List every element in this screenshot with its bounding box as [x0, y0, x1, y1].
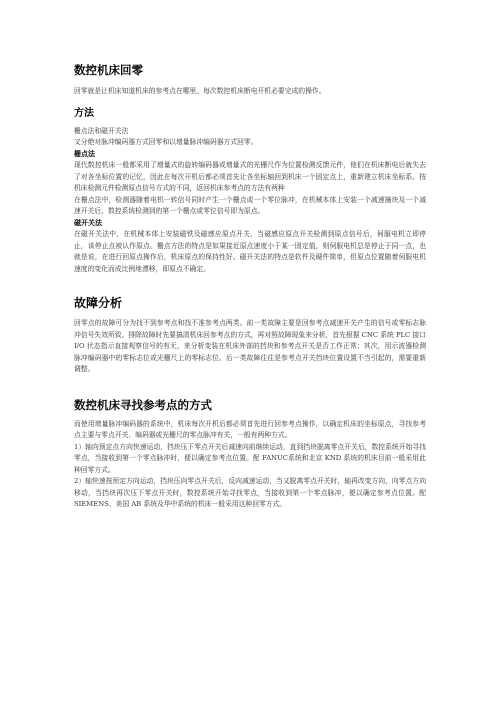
methods-heading: 方法	[74, 107, 94, 119]
reference-search-paragraph-1: 而使用增量脉冲编码器的系统中，机床每次开机后都必须首先进行回参考点操作，以确定机床的坐标原点，寻找参考点主要与零点开关、编码器或光栅尺的零点脉冲有关，一般有两种方式。	[74, 419, 426, 439]
reference-search-heading: 数控机床寻找参考点的方式	[74, 397, 212, 412]
intro-paragraph: 回零就是让机床知道机床的参考点在哪里。每次数控机床断电开机必要完成的操作。	[74, 87, 326, 95]
magnetic-method-heading: 磁开关法	[74, 218, 102, 227]
grid-method-paragraph-1: 现代数控机床一般都采用了增量式的旋转编码器或增量式的光栅尺作为位置检测反馈元件，他们在机床断电后就失去了对各坐标位置的记忆，因此在每次开机后都必须首先让各坐标轴回到机床一个固定点上，重新建立机床坐标系。按机床检测元件检测原点信号方式的不同，返回机床参考点的方法有两种	[74, 161, 426, 192]
grid-method-heading: 栅点法	[74, 149, 95, 158]
page-title: 数控机床回零	[74, 63, 143, 77]
document-page	[74, 62, 426, 511]
fault-analysis-heading: 故障分析	[74, 296, 123, 310]
reference-search-paragraph-3: 2）轴快速按预定方向运动，挡块压向零点开关后，反向减速运动，当又脱离零点开关时，轴再改变方向，向零点方向移动，当挡块再次压下零点开关时，数控系统开始寻找零点，当接收到第一个零点脉冲，便以确定参考点位置。配 SIEMENS、美国 AB 系统及华中系统的机床一般采用这种回零方式。	[74, 477, 426, 508]
magnetic-method-paragraph: 在磁开关法中，在机械本体上安装磁铁及磁感应原点开关，当磁感应原点开关检测到原点信号后，伺服电机立即停止，该停止点被认作原点。栅点方法的特点是如果接近原点速度小于某一固定值，则伺服电机总是停止于同一点，也就是说，在进行回原点操作后，机床原点的保持性好。磁开关法的特点是软件及硬件简单，但原点位置随着伺服电机速度的变化而成比例地漂移，即原点不确定。	[74, 230, 426, 273]
grid-method-paragraph-2: 在栅点法中，检测器随着电机一转信号同时产生一个栅点或一个零位脉冲，在机械本体上安装一个减速撞块及一个减速开关后，数控系统检测到的第一个栅点或零位信号即为原点。	[74, 195, 426, 215]
fault-analysis-paragraph: 回零点的故障可分为找不到参考点和找不准参考点两类。前一类故障主要是回参考点减速开关产生的信号或零标志脉冲信号失效所致。排除故障时先要搞清机床回参考点的方式，再对照故障现象来分析，首先根据 CNC 系统 PLC 接口 I/O 状态指示直接观察信号的有无，来分析变装在机床外部的挡块和参考点开关是否工作正常；其次，用示波器检测脉冲编码器中的零标志位或光栅尺上的零标志位。后一类故障往往是参考点开关挡块位置设置不当引起的，需要重新调整。	[74, 319, 426, 373]
reference-search-paragraph-2: 1）轴向预定点方向快速运动，挡块压下零点开关后减速向前继续运动，直到挡块脱离零点开关后，数控系统开始寻找零点，当接收到第一个零点脉冲时，便以确定参考点位置。配 FANUC系统和北京 KND 系统的机床目前一般采用此种回零方式。	[74, 442, 426, 474]
methods-line-1: 栅点法和磁开关法	[74, 126, 129, 135]
methods-line-2: 又分绝对脉冲编码器方式回零和以增量脉冲编码器方式回零。	[74, 138, 258, 146]
